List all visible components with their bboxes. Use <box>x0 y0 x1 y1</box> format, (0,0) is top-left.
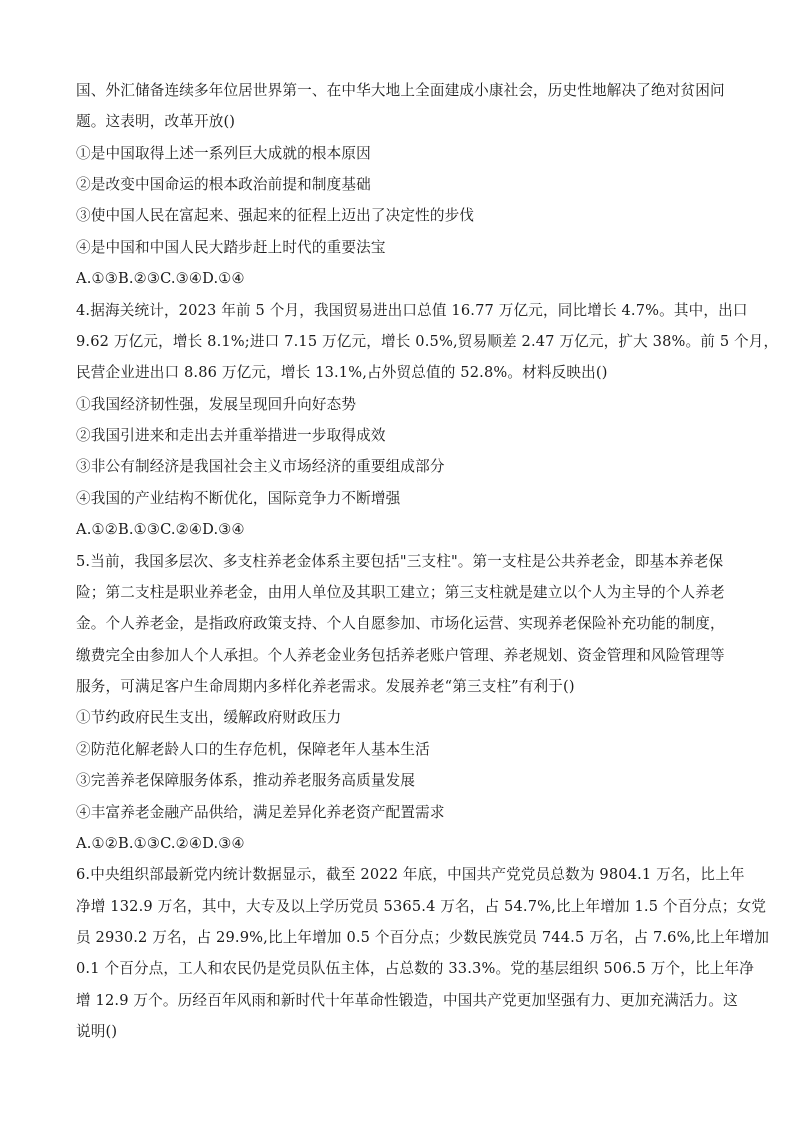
question-6-line: 增 12.9 万个。历经百年风雨和新时代十年革命性锻造，中国共产党更加坚强有力、更加充满活力。这 <box>76 992 738 1009</box>
option-statement: ②我国引进来和走出去并重举措进一步取得成效 <box>76 427 386 444</box>
option-statement: ④是中国和中国人民大踏步赶上时代的重要法宝 <box>76 239 386 256</box>
option-statement: ①节约政府民生支出，缓解政府财政压力 <box>76 709 342 726</box>
question-5-line: 服务，可满足客户生命周期内多样化养老需求。发展养老“第三支柱”有利于() <box>76 678 575 695</box>
option-statement: ③非公有制经济是我国社会主义市场经济的重要组成部分 <box>76 458 445 475</box>
question-4-line: 9.62 万亿元，增长 8.1%;进口 7.15 万亿元，增长 0.5%,贸易顺差 2.47 万亿元，扩大 38%。前 5 个月， <box>76 333 779 350</box>
option-statement: ③使中国人民在富起来、强起来的征程上迈出了决定性的步伐 <box>76 207 475 224</box>
question-5-line: 金。个人养老金，是指政府政策支持、个人自愿参加、市场化运营、实现养老保险补充功能的制度， <box>76 615 725 632</box>
option-statement: ②防范化解老龄人口的生存危机，保障老年人基本生活 <box>76 741 430 758</box>
question-5-line: 缴费完全由参加人个人承担。个人养老金业务包括养老账户管理、养老规划、资金管理和风险管理等 <box>76 647 725 664</box>
answer-choices: A.①②B.①③C.②④D.③④ <box>76 835 245 852</box>
question-4-line: 民营企业进出口 8.86 万亿元，增长 13.1%,占外贸总值的 52.8%。材料反映出() <box>76 364 608 381</box>
option-statement: ③完善养老保障服务体系，推动养老服务高质量发展 <box>76 772 416 789</box>
text-line: 国、外汇储备连续多年位居世界第一、在中华大地上全面建成小康社会，历史性地解决了绝对贫困问 <box>76 82 725 99</box>
question-stem-line: 说明() <box>76 1023 118 1040</box>
answer-choices: A.①③B.②③C.③④D.①④ <box>76 270 245 287</box>
question-5-line: 险；第二支柱是职业养老金，由用人单位及其职工建立；第三支柱就是建立以个人为主导的个人养老 <box>76 584 725 601</box>
question-6-line: 0.1 个百分点，工人和农民仍是党员队伍主体，占总数的 33.3%。党的基层组织 506.5 万个，比上年净 <box>76 960 754 977</box>
question-6-line: 6.中央组织部最新党内统计数据显示，截至 2022 年底，中国共产党党员总数为 9804.1 万名，比上年 <box>76 866 745 883</box>
question-6-line: 员 2930.2 万名，占 29.9%,比上年增加 0.5 个百分点；少数民族党员 744.5 万名，占 7.6%,比上年增加 <box>76 929 770 946</box>
question-5-line: 5.当前，我国多层次、多支柱养老金体系主要包括"三支柱"。第一支柱是公共养老金，即基本养老保 <box>76 553 724 570</box>
answer-choices: A.①②B.①③C.②④D.③④ <box>76 521 245 538</box>
option-statement: ②是改变中国命运的根本政治前提和制度基础 <box>76 176 371 193</box>
option-statement: ④我国的产业结构不断优化，国际竞争力不断增强 <box>76 490 401 507</box>
option-statement: ①我国经济韧性强，发展呈现回升向好态势 <box>76 396 357 413</box>
question-stem-line: 题。这表明，改革开放() <box>76 113 236 130</box>
option-statement: ④丰富养老金融产品供给，满足差异化养老资产配置需求 <box>76 804 445 821</box>
question-4-line: 4.据海关统计，2023 年前 5 个月，我国贸易进出口总值 16.77 万亿元，同比增长 4.7%。其中，出口 <box>76 302 748 319</box>
option-statement: ①是中国取得上述一系列巨大成就的根本原因 <box>76 145 371 162</box>
question-6-line: 净增 132.9 万名，其中，大专及以上学历党员 5365.4 万名，占 54.7%,比上年增加 1.5 个百分点；女党 <box>76 898 767 915</box>
